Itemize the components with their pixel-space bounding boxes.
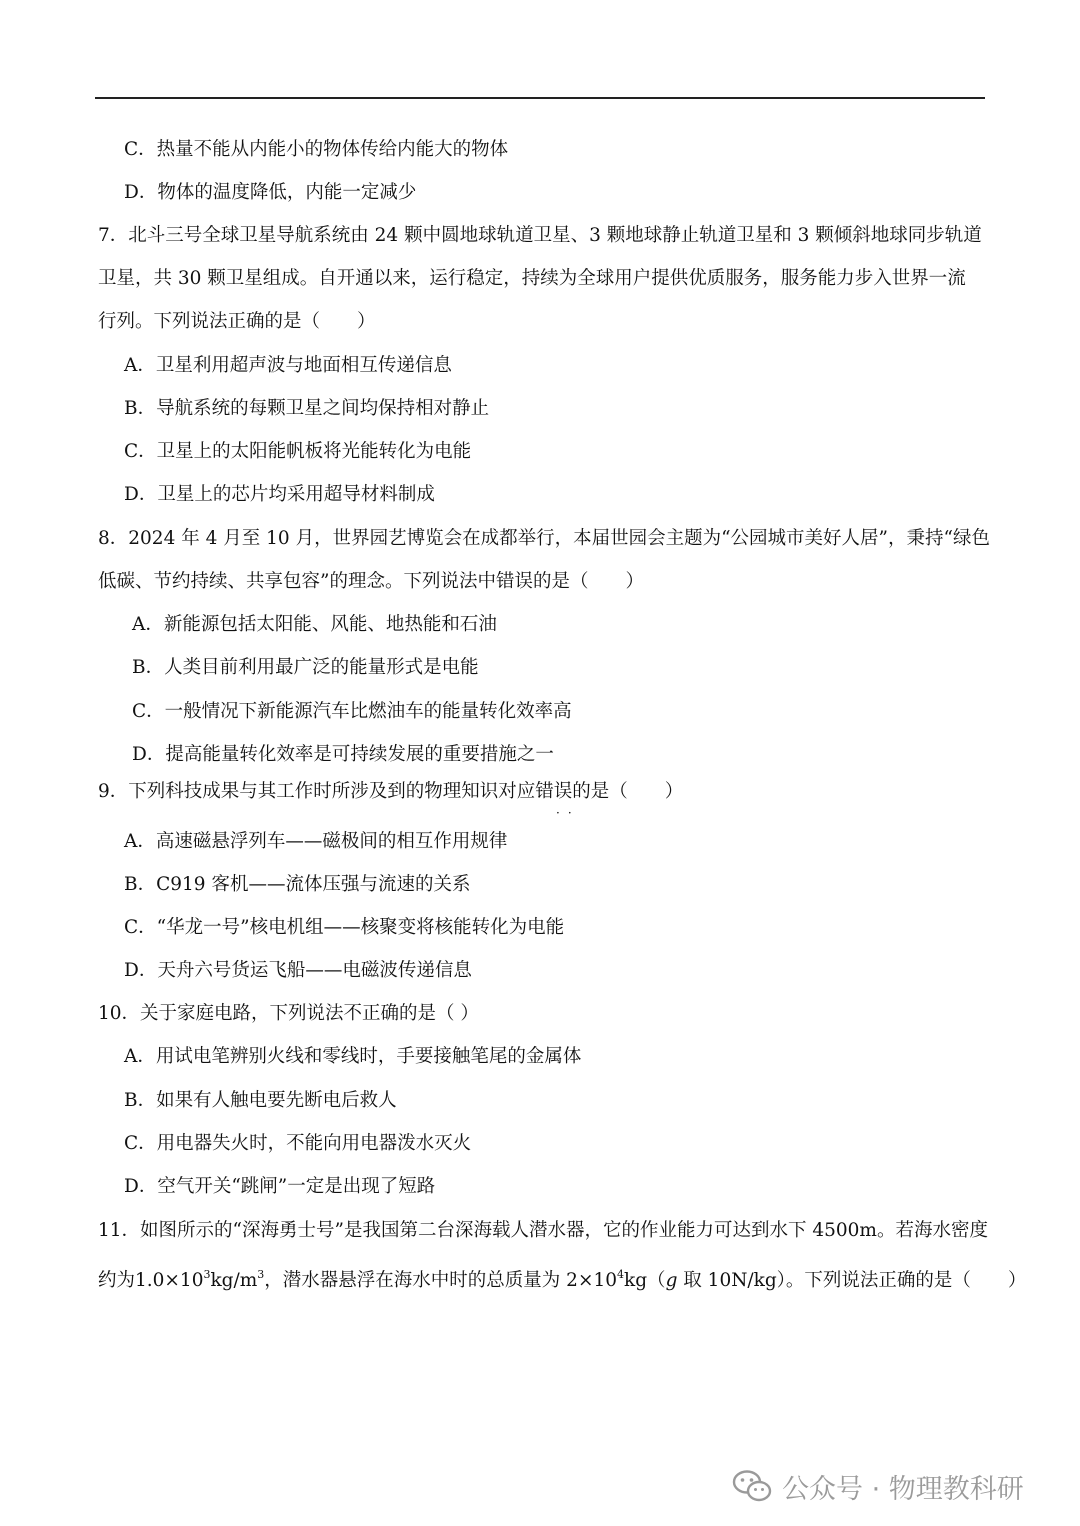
q11-text-tail: 取 10N/kg）。下列说法正确的是（ ） <box>677 1270 1027 1291</box>
q8-stem-line-2: 低碳、节约持续、共享包容”的理念。下列说法中错误的是（ ） <box>98 571 644 592</box>
q11-text-unit: kg/m <box>210 1270 258 1291</box>
watermark <box>732 1466 1024 1506</box>
q11-sup-unit-exp: 3 <box>257 1267 265 1281</box>
q11-text-mass: ，潜水器悬浮在海水中时的总质量为 2×10 <box>264 1270 617 1291</box>
q7-stem-line-3: 行列。下列说法正确的是（ ） <box>98 311 376 332</box>
q9-option-d: D．天舟六号货运飞船——电磁波传递信息 <box>124 960 472 981</box>
q7-option-b: B．导航系统的每颗卫星之间均保持相对静止 <box>124 398 490 419</box>
q11-stem-line-1: 11．如图所示的“深海勇士号”是我国第二台深海载人潜水器，它的作业能力可达到水下 4500m。若海水密度 <box>98 1220 988 1241</box>
q8-option-a: A．新能源包括太阳能、风能、地热能和石油 <box>132 614 497 635</box>
q11-stem-line-2 <box>98 1269 1026 1293</box>
q8-option-b: B．人类目前利用最广泛的能量形式是电能 <box>132 657 479 678</box>
q9-option-c: C．“华龙一号”核电机组——核聚变将核能转化为电能 <box>124 917 565 938</box>
header-rule <box>95 97 985 99</box>
wechat-icon <box>732 1469 772 1503</box>
q7-option-d: D．卫星上的芯片均采用超导材料制成 <box>124 484 435 505</box>
q6-option-d: D．物体的温度降低，内能一定减少 <box>124 182 417 203</box>
q10-stem: 10．关于家庭电路，下列说法不正确的是（ ） <box>98 1003 479 1024</box>
watermark-text: 公众号 · 物理教科研 <box>782 1473 1024 1505</box>
q7-stem-line-2: 卫星，共 30 颗卫星组成。自开通以来，运行稳定，持续为全球用户提供优质服务，服务能力步入世界一流 <box>98 268 966 289</box>
q8-option-d: D．提高能量转化效率是可持续发展的重要措施之一 <box>132 744 554 765</box>
q8-stem-line-1: 8．2024 年 4 月至 10 月，世界园艺博览会在成都举行，本届世园会主题为“公园城市美好人居”，秉持“绿色 <box>98 528 990 549</box>
q10-option-c: C．用电器失火时，不能向用电器泼水灭火 <box>124 1133 472 1154</box>
q11-g-symbol: g <box>665 1270 678 1291</box>
q11-text-density: 约为1.0×10 <box>98 1270 204 1291</box>
q11-text-kg: kg（ <box>624 1270 666 1291</box>
q9-option-b: B．C919 客机——流体压强与流速的关系 <box>124 874 471 895</box>
q11-sup-density-exp: 3 <box>203 1267 211 1281</box>
q8-option-c: C．一般情况下新能源汽车比燃油车的能量转化效率高 <box>132 701 572 722</box>
q10-option-b: B．如果有人触电要先断电后救人 <box>124 1090 397 1111</box>
q9-stem: 9．下列科技成果与其工作时所涉及到的物理知识对应错误的是（ ） <box>98 781 684 802</box>
q10-option-a: A．用试电笔辨别火线和零线时，手要接触笔尾的金属体 <box>124 1046 582 1067</box>
q7-option-c: C．卫星上的太阳能帆板将光能转化为电能 <box>124 441 472 462</box>
q7-stem-line-1: 7．北斗三号全球卫星导航系统由 24 颗中圆地球轨道卫星、3 颗地球静止轨道卫星和 3 颗倾斜地球同步轨道 <box>98 225 982 246</box>
q7-option-a: A．卫星利用超声波与地面相互传递信息 <box>124 355 452 376</box>
q6-option-c: C．热量不能从内能小的物体传给内能大的物体 <box>124 139 509 160</box>
q10-option-d: D．空气开关“跳闸”一定是出现了短路 <box>124 1176 436 1197</box>
q11-sup-mass-exp: 4 <box>617 1267 624 1281</box>
emphasis-dots: ·· <box>556 806 580 820</box>
q9-option-a: A．高速磁悬浮列车——磁极间的相互作用规律 <box>124 831 508 852</box>
